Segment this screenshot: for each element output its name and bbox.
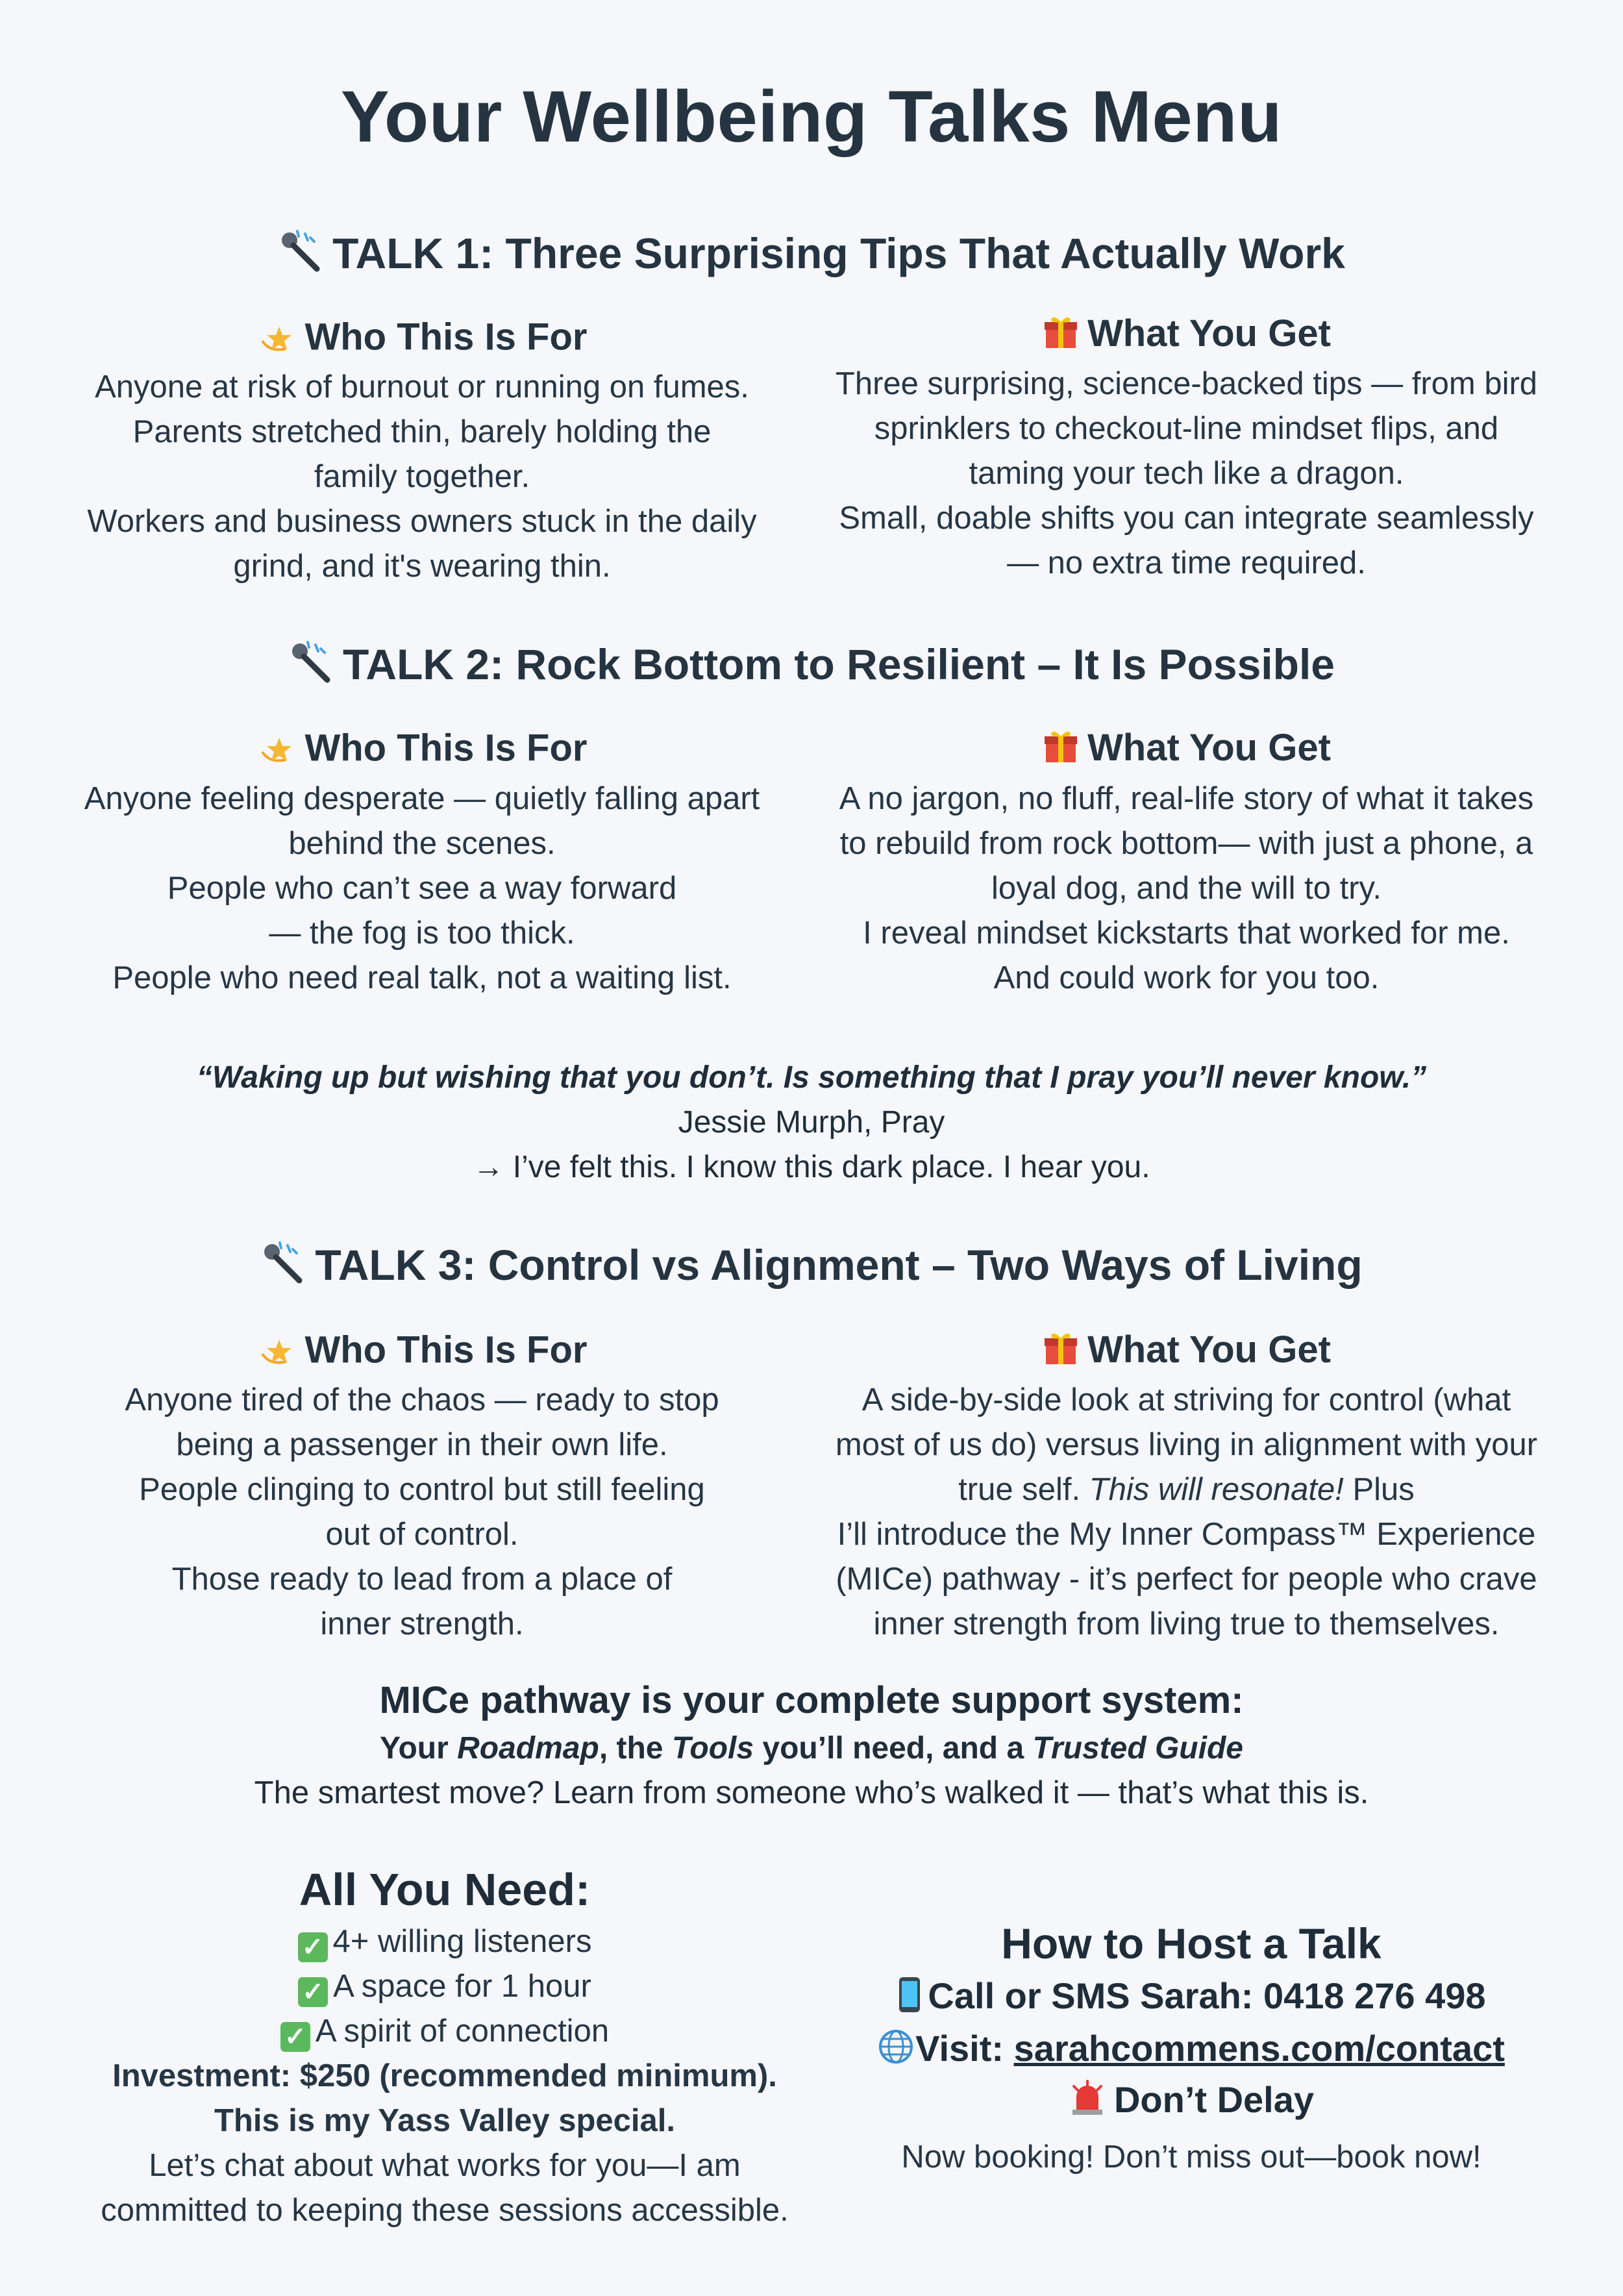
gift-icon	[1042, 727, 1080, 774]
mice-line: The smartest move? Learn from someone who’s walked it — that’s what this is.	[254, 1775, 1369, 1810]
host-section	[824, 1919, 1558, 2180]
chat-line: committed to keeping these sessions accessible.	[101, 2193, 789, 2228]
text-span: true self.	[958, 1472, 1089, 1507]
who-heading-text: Who This Is For	[304, 727, 588, 769]
mobile-phone-icon	[897, 1976, 923, 2022]
text-line: People who need real talk, not a waiting list.	[112, 960, 732, 995]
talk-3-title-text: TALK 3: Control vs Alignment – Two Ways of Living	[315, 1241, 1363, 1289]
mice-title: MICe pathway is your complete support system:	[379, 1679, 1244, 1721]
talk-1-title-text: TALK 1: Three Surprising Tips That Actually Work	[332, 229, 1345, 277]
chat-line: Let’s chat about what works for you—I am	[149, 2148, 741, 2183]
text-line: (MICe) pathway - it’s perfect for people who crave	[836, 1562, 1537, 1597]
text-line: behind the scenes.	[288, 826, 556, 861]
visit-label: Visit:	[915, 2027, 1014, 2069]
text-line: sprinklers to checkout-line mindset flips, and	[874, 411, 1499, 446]
talk-3-title	[0, 1240, 1623, 1297]
text-line: People who can’t see a way forward	[167, 871, 677, 906]
investment-text: Investment: $250 (recommended minimum).	[112, 2058, 777, 2093]
delay-line	[824, 2078, 1558, 2126]
text-line: most of us do) versus living in alignment with your	[835, 1427, 1538, 1462]
text-line: A no jargon, no fluff, real-life story of what it takes	[839, 781, 1534, 816]
text-line: I reveal mindset kickstarts that worked for me.	[863, 916, 1510, 951]
list-item	[52, 1964, 837, 2009]
text-line: to rebuild from rock bottom— with just a phone, a	[839, 826, 1533, 861]
mice-subtitle	[0, 1730, 1623, 1766]
talk-1-title	[0, 229, 1623, 285]
globe-icon	[878, 2028, 914, 2073]
talk-3-get-heading	[815, 1328, 1558, 1376]
booking-text: Now booking! Don’t miss out—book now!	[901, 2140, 1481, 2175]
text-line: inner strength from living true to themselves.	[873, 1606, 1500, 1641]
text-line: inner strength.	[320, 1606, 524, 1641]
text-line: out of control.	[325, 1517, 519, 1552]
get-heading-text: What You Get	[1087, 727, 1331, 769]
talk-1-who-text	[65, 365, 779, 589]
text-line: Small, doable shifts you can integrate seamlessly	[839, 501, 1534, 536]
host-title: How to Host a Talk	[1001, 1919, 1381, 1967]
list-item	[52, 2009, 837, 2054]
talk-1-who-heading	[65, 315, 779, 364]
text-line: being a passenger in their own life.	[176, 1427, 668, 1462]
needs-list	[52, 1919, 837, 2233]
who-heading-text: Who This Is For	[304, 1329, 588, 1371]
siren-icon	[1069, 2080, 1106, 2126]
text-line: Workers and business owners stuck in the daily	[87, 504, 757, 539]
delay-text: Don’t Delay	[1113, 2079, 1315, 2121]
page-title: Your Wellbeing Talks Menu	[340, 76, 1282, 157]
talk-2-title	[0, 640, 1623, 696]
quote-attribution: Jessie Murph, Pray	[678, 1105, 945, 1140]
emphasis-text: Trusted Guide	[1032, 1731, 1243, 1766]
check-mark-icon: ✓	[298, 1977, 328, 2007]
talk-2-who-text	[65, 777, 779, 1001]
text-line: A side-by-side look at striving for control (what	[861, 1382, 1511, 1417]
text-line: Anyone feeling desperate — quietly falling apart	[84, 781, 760, 816]
talk-2-title-text: TALK 2: Rock Bottom to Resilient – It Is Possible	[343, 640, 1335, 688]
microphone-icon	[260, 1240, 307, 1297]
text-line: Those ready to lead from a place of	[171, 1562, 673, 1597]
talk-1-get-text	[815, 362, 1558, 586]
microphone-icon	[278, 229, 325, 285]
text-line: Anyone at risk of burnout or running on fumes.	[95, 369, 749, 405]
text-line: I’ll introduce the My Inner Compass™ Experience	[837, 1517, 1536, 1552]
text-line: — the fog is too thick.	[269, 916, 575, 951]
talk-3-who-text	[65, 1378, 779, 1647]
emphasis-text: This will resonate!	[1089, 1472, 1344, 1507]
text-span: Your	[380, 1731, 458, 1766]
text-line: And could work for you too.	[993, 960, 1380, 995]
quote-block	[0, 1055, 1623, 1190]
check-mark-icon: ✓	[298, 1932, 328, 1962]
list-item	[52, 1919, 837, 1964]
text-span: , the	[599, 1731, 672, 1766]
text-line: grind, and it's wearing thin.	[233, 549, 611, 584]
talk-1-get-heading	[815, 312, 1558, 360]
contact-link[interactable]: sarahcommens.com/contact	[1013, 2027, 1505, 2069]
call-text[interactable]: Call or SMS Sarah: 0418 276 498	[928, 1975, 1486, 2016]
get-heading-text: What You Get	[1087, 1329, 1331, 1371]
get-heading-text: What You Get	[1087, 312, 1331, 355]
special-text: This is my Yass Valley special.	[214, 2103, 676, 2138]
emphasis-text: Roadmap	[457, 1731, 599, 1766]
needs-title: All You Need:	[299, 1864, 591, 1915]
needs-section	[52, 1864, 837, 2233]
dizzy-star-icon	[257, 726, 297, 775]
microphone-icon	[288, 640, 335, 696]
text-line: Three surprising, science-backed tips — from bird	[835, 366, 1538, 401]
text-span: you’ll need, and a	[754, 1731, 1033, 1766]
visit-line	[824, 2027, 1558, 2074]
emphasis-text: Tools	[671, 1731, 754, 1766]
text-line	[815, 1467, 1558, 1512]
list-item-label: 4+ willing listeners	[332, 1924, 592, 1959]
list-item-label: A space for 1 hour	[333, 1969, 591, 2004]
list-item-label: A spirit of connection	[315, 2014, 610, 2049]
talk-2-get-text	[815, 777, 1558, 1001]
text-line: People clinging to control but still feeling	[139, 1472, 705, 1507]
talk-3-who-heading	[65, 1328, 779, 1377]
text-line: taming your tech like a dragon.	[969, 456, 1404, 491]
dizzy-star-icon	[257, 1328, 297, 1377]
gift-icon	[1042, 313, 1080, 360]
talk-3-get-text	[815, 1378, 1558, 1647]
dizzy-star-icon	[257, 315, 297, 364]
text-line: Parents stretched thin, barely holding the	[132, 414, 712, 449]
text-line: loyal dog, and the will to try.	[991, 871, 1381, 906]
check-mark-icon: ✓	[280, 2022, 310, 2052]
talk-2-get-heading	[815, 726, 1558, 774]
text-line: Anyone tired of the chaos — ready to stop	[125, 1382, 719, 1417]
text-line: family together.	[314, 459, 530, 494]
talk-2-who-heading	[65, 726, 779, 775]
who-heading-text: Who This Is For	[304, 316, 588, 358]
call-line	[824, 1975, 1558, 2022]
text-span: Plus	[1343, 1472, 1415, 1507]
text-line: — no extra time required.	[1007, 545, 1366, 580]
gift-icon	[1042, 1329, 1080, 1376]
quote-text: “Waking up but wishing that you don’t. Is something that I pray you’ll never know.”	[196, 1060, 1427, 1095]
quote-note: → I’ve felt this. I know this dark place. I hear you.	[473, 1150, 1150, 1184]
